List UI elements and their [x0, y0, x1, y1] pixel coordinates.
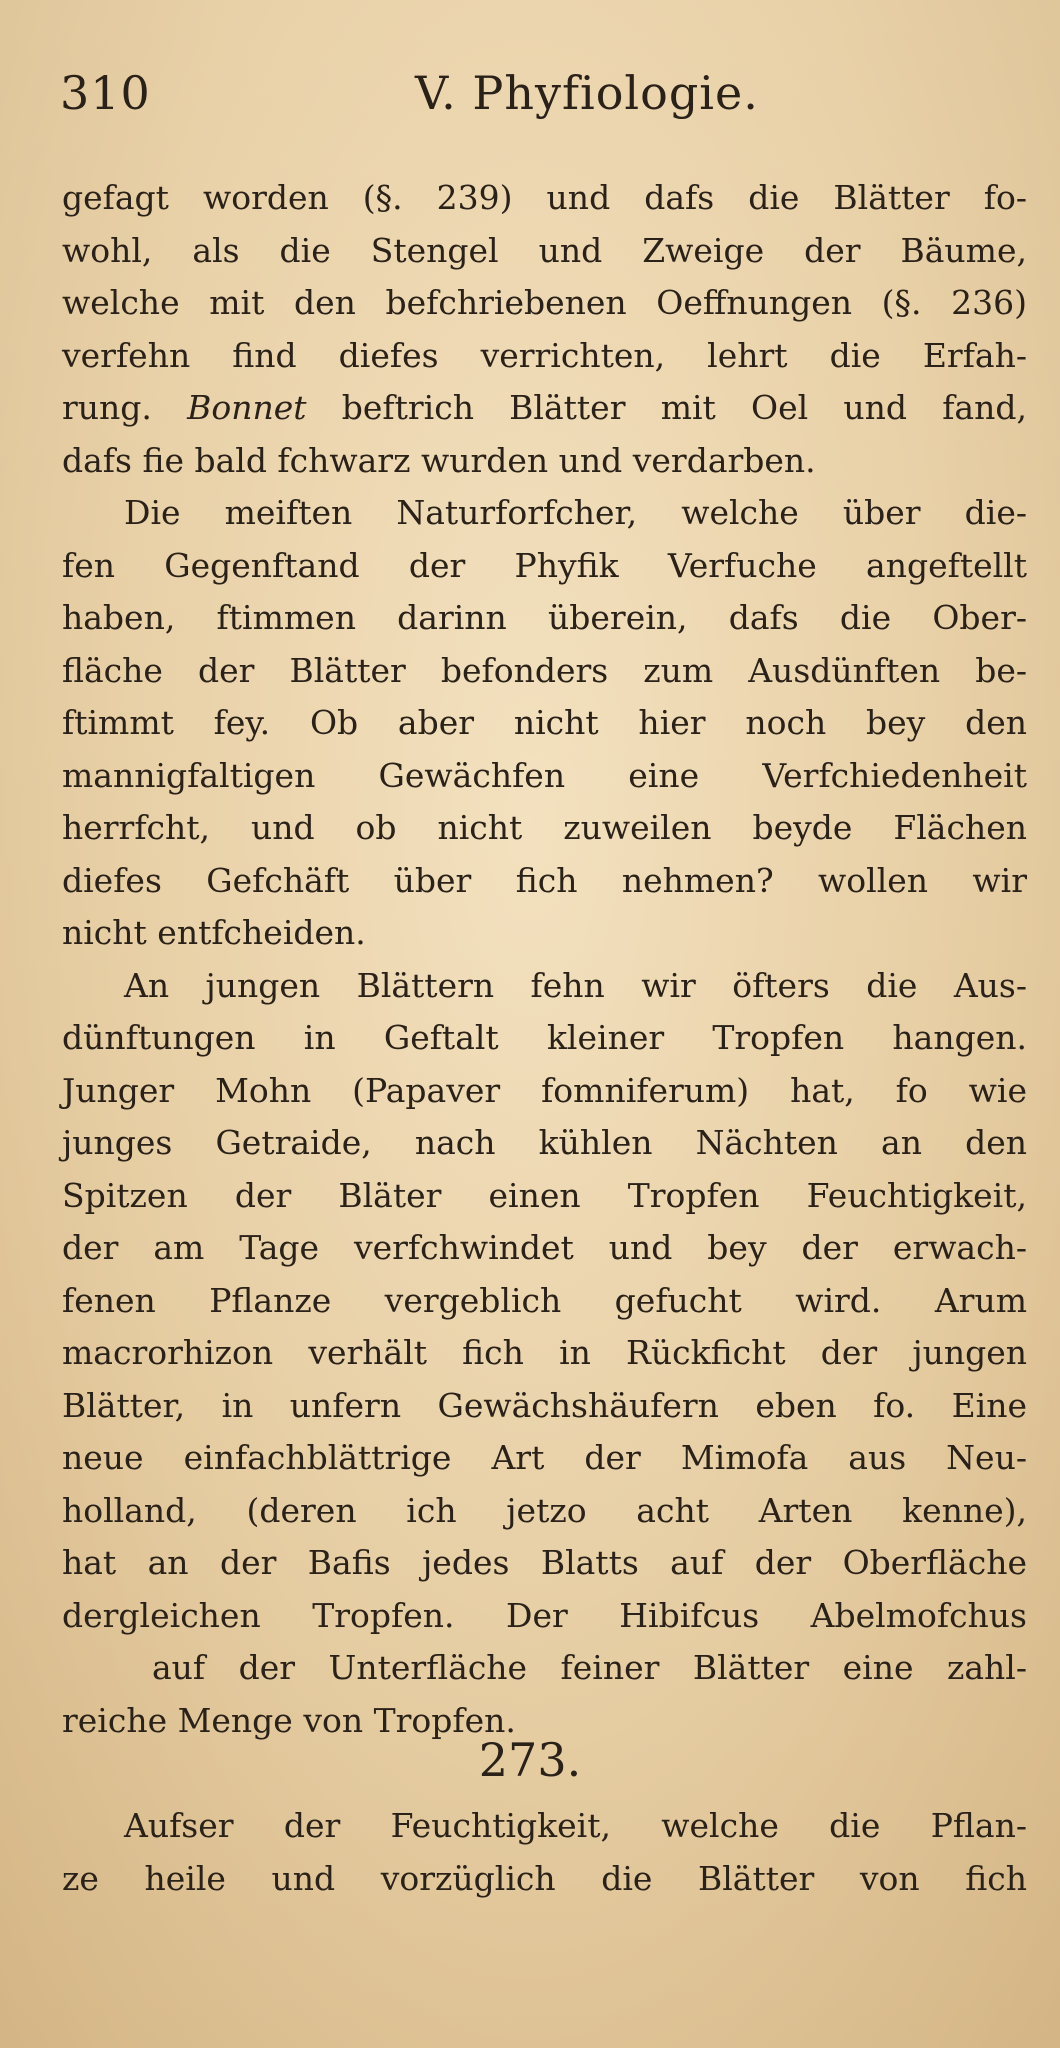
text-line: nicht entfcheiden.: [62, 913, 366, 952]
text-line: dafs fie bald fchwarz wurden und verdarben.: [62, 440, 816, 480]
text-line: Die meiften Naturforfcher, welche über die-: [124, 493, 1027, 532]
chapter-title: V. Phyfiologie.: [415, 66, 759, 120]
body-text: [62, 172, 1027, 1747]
page-number: 310: [60, 66, 151, 120]
text-line: junges Getraide, nach kühlen Nächten an den: [62, 1123, 1027, 1162]
text-line: welche mit den befchriebenen Oeffnungen (§. 236): [62, 283, 1027, 322]
text-line: macrorhizon verhält fich in Rückficht der jungen: [62, 1333, 1027, 1372]
text-line: haben, ftimmen darinn überein, dafs die Ober-: [62, 598, 1027, 637]
text-line: Aufser der Feuchtigkeit, welche die Pflan-: [124, 1806, 1027, 1845]
text-line: fen Gegenftand der Phyfik Verfuche angeftellt: [62, 545, 1027, 585]
text-line: auf der Unterfläche feiner Blätter eine zahl-: [152, 1648, 1027, 1687]
text-line: An jungen Blättern fehn wir öfters die Aus-: [124, 965, 1027, 1005]
text-line: der am Tage verfchwindet und bey der erwach-: [62, 1228, 1027, 1267]
text-line: hat an der Bafis jedes Blatts auf der Oberfläche: [62, 1543, 1027, 1582]
author-name: Bonnet: [187, 388, 307, 427]
text-line: verfehn find diefes verrichten, lehrt die Erfah-: [62, 335, 1027, 375]
section-number: 273.: [478, 1733, 582, 1787]
text-line: ze heile und vorzüglich die Blätter von fich: [62, 1858, 1027, 1898]
text-line: herrfcht, und ob nicht zuweilen beyde Flächen: [62, 808, 1027, 847]
text-fragment: rung.: [62, 388, 152, 427]
text-line: Junger Mohn (Papaver fomniferum) hat, fo wie: [62, 1070, 1027, 1110]
text-line: gefagt worden (§. 239) und dafs die Blätter fo-: [62, 178, 1027, 217]
body-text-continued: [62, 1800, 1027, 1905]
text-line: Spitzen der Bläter einen Tropfen Feuchtigkeit,: [62, 1175, 1027, 1215]
text-line: mannigfaltigen Gewächfen eine Verfchiedenheit: [62, 755, 1027, 795]
text-line: diefes Gefchäft über fich nehmen? wollen wir: [62, 860, 1027, 900]
text-line: reiche Menge von Tropfen.: [62, 1700, 516, 1740]
text-line: fläche der Blätter befonders zum Ausdünften be-: [62, 650, 1027, 690]
text-line: neue einfachblättrige Art der Mimofa aus Neu-: [62, 1438, 1027, 1477]
text-line: dergleichen Tropfen. Der Hibifcus Abelmofchus: [62, 1595, 1027, 1635]
text-line: holland, (deren ich jetzo acht Arten kenne),: [62, 1490, 1027, 1530]
text-line: [62, 382, 1027, 435]
text-fragment: beftrich Blätter mit Oel und fand,: [341, 388, 1027, 427]
text-line: wohl, als die Stengel und Zweige der Bäume,: [62, 230, 1027, 270]
text-line: fenen Pflanze vergeblich gefucht wird. Arum: [62, 1280, 1027, 1320]
running-head: [60, 66, 1000, 136]
text-line: ftimmt fey. Ob aber nicht hier noch bey den: [62, 703, 1027, 742]
text-line: Blätter, in unfern Gewächshäufern eben fo. Eine: [62, 1385, 1027, 1425]
text-line: dünftungen in Geftalt kleiner Tropfen hangen.: [62, 1018, 1027, 1057]
